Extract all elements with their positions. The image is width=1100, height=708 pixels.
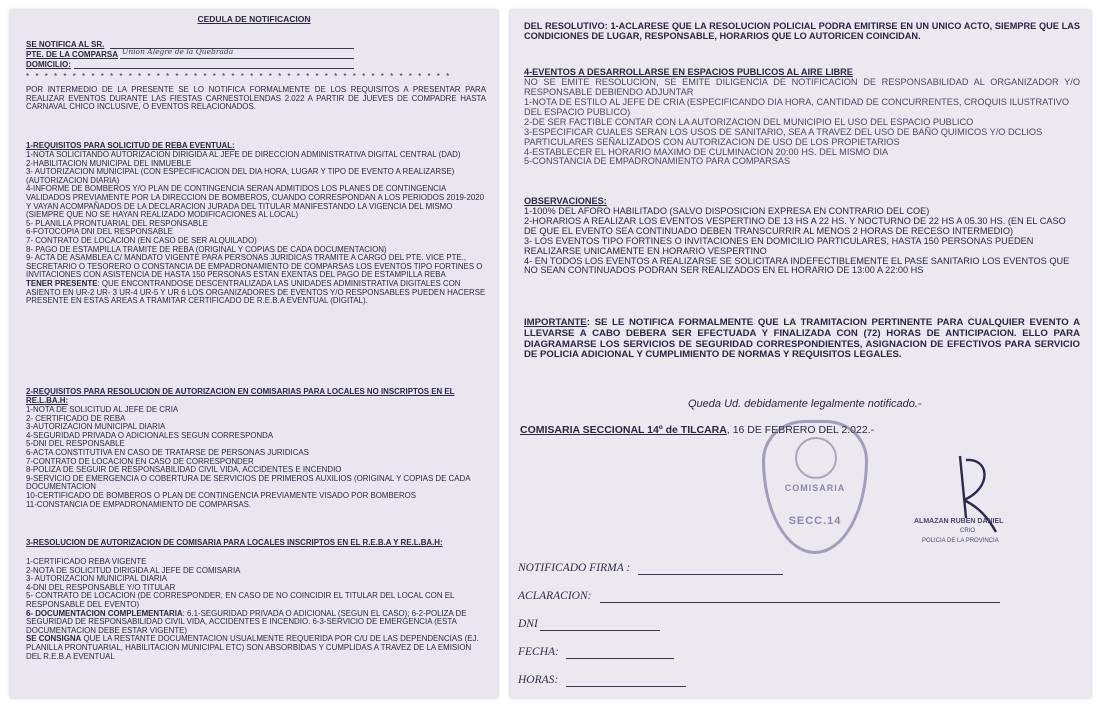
section1-item: 3- AUTORIZACION MUNICIPAL (CON ESPECIFICACION DEL DIA HORA, LUGAR Y TIPO DE EVENTO A REALIZARSE) (AUTORIZACION DIARIA) <box>26 167 455 185</box>
signatory-name: ALMAZAN RUBEN DANIEL <box>914 518 1004 525</box>
section2-item: 2- CERTIFICADO DE REBA <box>26 413 126 423</box>
section2-item: 10-CERTIFICADO DE BOMBEROS O PLAN DE CONTINGENCIA PREVIAMENTE VISADO POR BOMBEROS <box>26 490 417 500</box>
section3-item <box>26 610 488 636</box>
section3-item: 4-DNI DEL RESPONSABLE Y/O TITULAR <box>26 582 176 592</box>
section3-item: 3- AUTORIZACION MUNICIPAL DIARIA <box>26 574 168 584</box>
section4-heading: 4-EVENTOS A DESARROLLARSE EN ESPACIOS PUBLICOS AL AIRE LIBRE <box>524 67 853 77</box>
comisaria-name: COMISARIA SECCIONAL 14º de TILCARA <box>520 424 727 436</box>
importante-label: IMPORTANTE <box>524 317 587 328</box>
observacion-item: 1-100% DEL AFORO HABILITADO (SALVO DISPOSICION EXPRESA EN CONTRARIO DEL COE) <box>524 206 930 216</box>
doc-complementaria-label: 6- DOCUMENTACION COMPLEMENTARIA <box>26 608 183 618</box>
stamp-emblem-icon <box>795 437 837 479</box>
section4-intro: NO SE EMITE RESOLUCION, SE EMITE DILIGENCIA DE NOTIFICACION DE RESPONSABILIDAD AL ORGANIZADOR Y/O RESPONSABLE DEBIENDO ADJUNTAR <box>524 77 1080 97</box>
observacion-item: 4- EN TODOS LOS EVENTOS A REALIZARSE SE SOLICITARA INDEFECTIBLEMENTE EL PASE SANITARIO LOS EVENTOS QUE NO SEAN CONTINUADOS PODRAN SER REALIZADOS EN EL HORARIO DE 13:00 A 22:00 HS <box>524 255 1070 276</box>
document-title: CEDULA DE NOTIFICACION <box>197 14 311 24</box>
notify-to-label: SE NOTIFICA AL SR. <box>26 40 105 49</box>
section3-heading: 3-RESOLUCION DE AUTORIZACION DE COMISARIA PARA LOCALES INSCRIPTOS EN EL R.E.B.A Y RE.L.BA.H: <box>26 538 443 547</box>
importante-paragraph <box>524 318 1080 361</box>
section2-item: 1-NOTA DE SOLICITUD AL JEFE DE CRIA <box>26 405 179 414</box>
issue-date: , 16 DE FEBRERO DEL 2.022.- <box>726 424 875 436</box>
section4-item: 1-NOTA DE ESTILO AL JEFE DE CRIA (ESPECIFICANDO DIA HORA, CANTIDAD DE CONCURRENTES, CROQUIS ILUSTRATIVO DEL ESPACIO PUBLICO) <box>524 97 1070 117</box>
section2-item: 5-DNI DEL RESPONSABLE <box>26 439 125 449</box>
form-label-fecha: FECHA: <box>518 646 559 658</box>
section1-heading: 1-REQUISITOS PARA SOLICITUD DE REBA EVENTUAL: <box>26 141 235 150</box>
section2-list <box>26 406 488 509</box>
section1-list <box>26 151 488 306</box>
stamp-text-bottom: SECC.14 <box>788 515 842 527</box>
section1-item: 4-INFORME DE BOMBEROS Y/O PLAN DE CONTINGENCIA SERAN ADMITIDOS LOS PLANES DE CONTINGENCIA VALIDADOS PREVIAMENTE POR LA DIRECCION DE BOMBEROS, CUANDO CORRESPONDAN A LOS PERIODOS 2019-2020 Y VAYAN ACOMPAÑADOS DE LA DECLARACION JURADA DEL TITULAR MANIFESTANDO LA VIGENCIA DEL MISMO (SIEMPRE QUE NO SE HAYAN REALIZADO MODIFICACIONES AL LOCAL) <box>26 184 485 220</box>
comparsa-value: Union Alegre de la Quebrada <box>122 47 234 56</box>
stamp-text-top: COMISARIA <box>784 483 846 493</box>
signatory-rank: CRIO <box>960 528 975 534</box>
section2-item: 4-SEGURIDAD PRIVADA O ADICIONALES SEGUN CORRESPONDA <box>26 430 274 440</box>
section1-item: 6-FOTOCOPIA DNI DEL RESPONSABLE <box>26 227 173 237</box>
section2-item: 8-POLIZA DE SEGUIR DE RESPONSABILIDAD CIVIL VIDA, ACCIDENTES E INCENDIO <box>26 465 342 475</box>
section3-item: 5- CONTRATO DE LOCACION (DE CORRESPONDER, EN CASO DE NO COINCIDIR EL TITULAR DEL LOCAL CON EL RESPONSABLE DEL EVENTO) <box>26 591 455 609</box>
section4-list <box>524 98 1080 167</box>
section2-item: 9-SERVICIO DE EMERGENCIA O COBERTURA DE SERVICIOS DE PRIMEROS AUXILIOS (ORIGINAL Y COPIAS DE CADA DOCUMENTACION <box>26 473 471 492</box>
se-consigna-text: QUE LA RESTANTE DOCUMENTACION USUALMENTE REQUERIDA POR C/U DE LAS DEPENDENCIAS (EJ. PLANILLA PRONTUARIAL, HABILITACION MUNICIPAL ETC) SON ABSORBIDAS Y CUMPLIDAS A TRAVEZ DE LA EMISION DEL R.E.B.A EVENTUAL <box>26 634 479 661</box>
document-page-right <box>510 10 1091 698</box>
section4-item: 2-DE SER FACTIBLE CONTAR CON LA AUTORIZACION DEL MUNICIPIO EL USO DEL ESPACIO PUBLICO <box>524 116 974 127</box>
section1-item: 1-NOTA SOLICITANDO AUTORIZACION DIRIGIDA AL JEFE DE DIRECCION ADMINISTRATIVA DIGITAL CENTRAL (DAD) <box>26 150 461 159</box>
observaciones-list <box>524 207 1080 276</box>
form-label-horas: HORAS: <box>518 674 559 686</box>
intro-paragraph: POR INTERMEDIO DE LA PRESENTE SE LO NOTIFICA FORMALMENTE DE LOS REQUISITOS A PRESENTAR PARA REALIZAR EVENTOS DURANTE LAS FIESTAS CARNESTOLENDAS 2.022 A PARTIR DE JUEVES DE COMPADRE HASTA CARNAVAL CHICO INCLUSIVE, O EVENTOS RELACIONADOS. <box>26 85 486 112</box>
comparsa-label: PTE. DE LA COMPARSA <box>26 50 119 59</box>
notification-closing: Queda Ud. debidamente legalmente notificado.- <box>688 398 922 410</box>
section3-list <box>26 558 488 661</box>
section4-item: 4-ESTABLECER EL HORARIO MAXIMO DE CULMINACION 20:00 HS. DEL MISMO DIA <box>524 146 889 157</box>
document-page-left <box>10 10 498 698</box>
section1-item: 2-HABILITACION MUNICIPAL DEL INMUEBLE <box>26 158 192 168</box>
resolutivo-continuation: DEL RESOLUTIVO: 1-ACLARESE QUE LA RESOLUCION POLICIAL PODRA EMITIRSE EN UN UNICO ACTO, SIEMPRE QUE LAS CONDICIONES DE LUGAR, RESPONSABLE, HORARIOS QUE LO AUTORICEN COINCIDAN. <box>524 21 1080 41</box>
form-label-dni: DNI <box>518 618 538 630</box>
form-line-horas <box>566 686 686 687</box>
section1-item: 5- PLANILLA PRONTUARIAL DEL RESPONSABLE <box>26 218 208 228</box>
section2-item: 3-AUTORIZACION MUNICIPAL DIARIA <box>26 422 166 432</box>
section3-item: 2-NOTA DE SOLICITUD DIRIGIDA AL JEFE DE COMISARIA <box>26 565 241 575</box>
section1-note <box>26 280 488 306</box>
signatory-org: POLICIA DE LA PROVINCIA <box>922 538 999 544</box>
doc-complementaria-text: : 6.1-SEGURIDAD PRIVADA O ADICIONAL (SEGUN EL CASO); 6-2-POLIZA DE SEGURIDAD DE RESPONSABILIDAD CIVIL VIDA, ACCIDENTES E INCENDIO. 6-3-SERVICIO DE EMERGENCIA (ESTA DOCUMENTACION DEBE ESTAR VIGENTE) <box>26 608 467 635</box>
section2-item: 11-CONSTANCIA DE EMPADRONAMIENTO DE COMPARSAS. <box>26 499 252 509</box>
se-consigna-label: SE CONSIGNA <box>26 634 82 644</box>
section1-item: 7- CONTRATO DE LOCACION (EN CASO DE SER ALQUILADO) <box>26 235 257 245</box>
domicilio-label: DOMICILIO: <box>26 60 71 69</box>
dotted-separator: * * * * * * * * * * * * * * * * * * * * * * * * * * * * * * * * * * * * * * * * * * * * * * <box>26 72 452 81</box>
section2-item: 6-ACTA CONSTITUTIVA EN CASO DE TRATARSE DE PERSONAS JURIDICAS <box>26 447 309 457</box>
section2-item: 7-CONTRATO DE LOCACION EN CASO DE CORRESPONDER <box>26 456 254 466</box>
section2-heading: 2-REQUISITOS PARA RESOLUCION DE AUTORIZACION EN COMISARIAS PARA LOCALES NO INSCRIPTOS EN EL RE.L.BA.H: <box>26 387 455 405</box>
observaciones-heading: OBSERVACIONES: <box>524 196 607 206</box>
domicilio-line <box>74 68 354 69</box>
comparsa-line <box>120 58 354 59</box>
section4-item: 3-ESPECIFICAR CUALES SERAN LOS USOS DE SANITARIO, SEA A TRAVEZ DEL USO DE BAÑO QUIMICOS Y/O DCLIOS PARTICULARES SEÑALIZADOS CON AUTORIZACION DE USO DE LOS PROPIETARIOS <box>524 126 1043 147</box>
form-line-fecha <box>566 658 674 659</box>
form-line-aclaracion <box>600 602 1000 603</box>
section4-item: 5-CONSTANCIA DE EMPADRONAMIENTO PARA COMPARSAS <box>524 156 791 167</box>
observacion-item: 2-HORARIOS A REALIZAR LOS EVENTOS VESPERTINO DE 13 HS A 22 HS. Y NOCTURNO DE 22 HS A 05.30 HS. (EN EL CASO DE QUE EL EVENTO SEA CONTINUADO DEBEN TRANSCURRIR AL MENOS 2 HORAS DE RECESO INTERMEDIO) <box>524 215 1066 236</box>
tener-presente-text: : QUE ENCONTRANDOSE DESCENTRALIZADA LAS UNIDADES ADMINISTRATIVA DIGITALES CON ASIENTO EN UR-2 UR- 3 UR-4 UR-5 Y UR 6 LOS ORGANIZADORES DE EVENTOS Y/O RESPONSABLES PUEDEN HACERSE PRESENTE EN ESTAS AREAS A TRAMITAR CERTIFICADO DE R.E.B.A EVENTUAL (DIGITAL). <box>26 278 486 306</box>
form-line-firma <box>638 574 783 575</box>
section1-item: 9- ACTA DE ASAMBLEA C/ MANDATO VIGENTE PARA PERSONAS JURIDICAS TRAMITE A CARGO DEL PTE. VICE PTE., SECRETARIO O TESORERO O CONSTANCIA DE EMPADRONAMIENTO DE COMPARSAS LOS EVENTOS TIPO FORTINES O INVITACIONES CON ASISTENCIA DE HASTA 150 PERSONAS ESTAN EXENTAS DEL PAGO DE ESTAMPILLA REBA <box>26 253 483 280</box>
form-line-dni <box>540 630 660 631</box>
observacion-item: 3- LOS EVENTOS TIPO FORTINES O INVITACIONES EN DOMICILIO PARTICULARES, HASTA 150 PERSONAS PUEDEN REALIZARSE UNICAMENTE EN HORARIO VESPERTINO <box>524 235 1034 256</box>
police-stamp <box>762 420 868 554</box>
form-label-aclaracion: ACLARACION: <box>518 590 592 602</box>
section3-note <box>26 635 488 661</box>
section3-item: 1-CERTIFICADO REBA VIGENTE <box>26 557 147 566</box>
form-label-firma: NOTIFICADO FIRMA : <box>518 562 631 574</box>
section1-item: 8- PAGO DE ESTAMPILLA TRAMITE DE REBA (ORIGINAL Y COPIAS DE CADA DOCUMENTACION) <box>26 244 387 254</box>
importante-text: : SE LE NOTIFICA FORMALMENTE QUE LA TRAMITACION PERTINENTE PARA CUALQUIER EVENTO A LLEVARSE A CABO DEBERA SER EFECTUADA Y FINALIZADA CON (72) HORAS DE ANTICIPACION. ELLO PARA DIAGRAMARSE LOS SERVICIOS DE SEGURIDAD CORRESPONDIENTES, ASIGNACION DE EFECTIVOS PARA SERVICIO DE POLICIA ADICIONAL Y CUMPLIMIENTO DE NORMAS Y REQUISITOS LEGALES. <box>524 317 1080 361</box>
tener-presente-label: TENER PRESENTE <box>26 278 98 288</box>
